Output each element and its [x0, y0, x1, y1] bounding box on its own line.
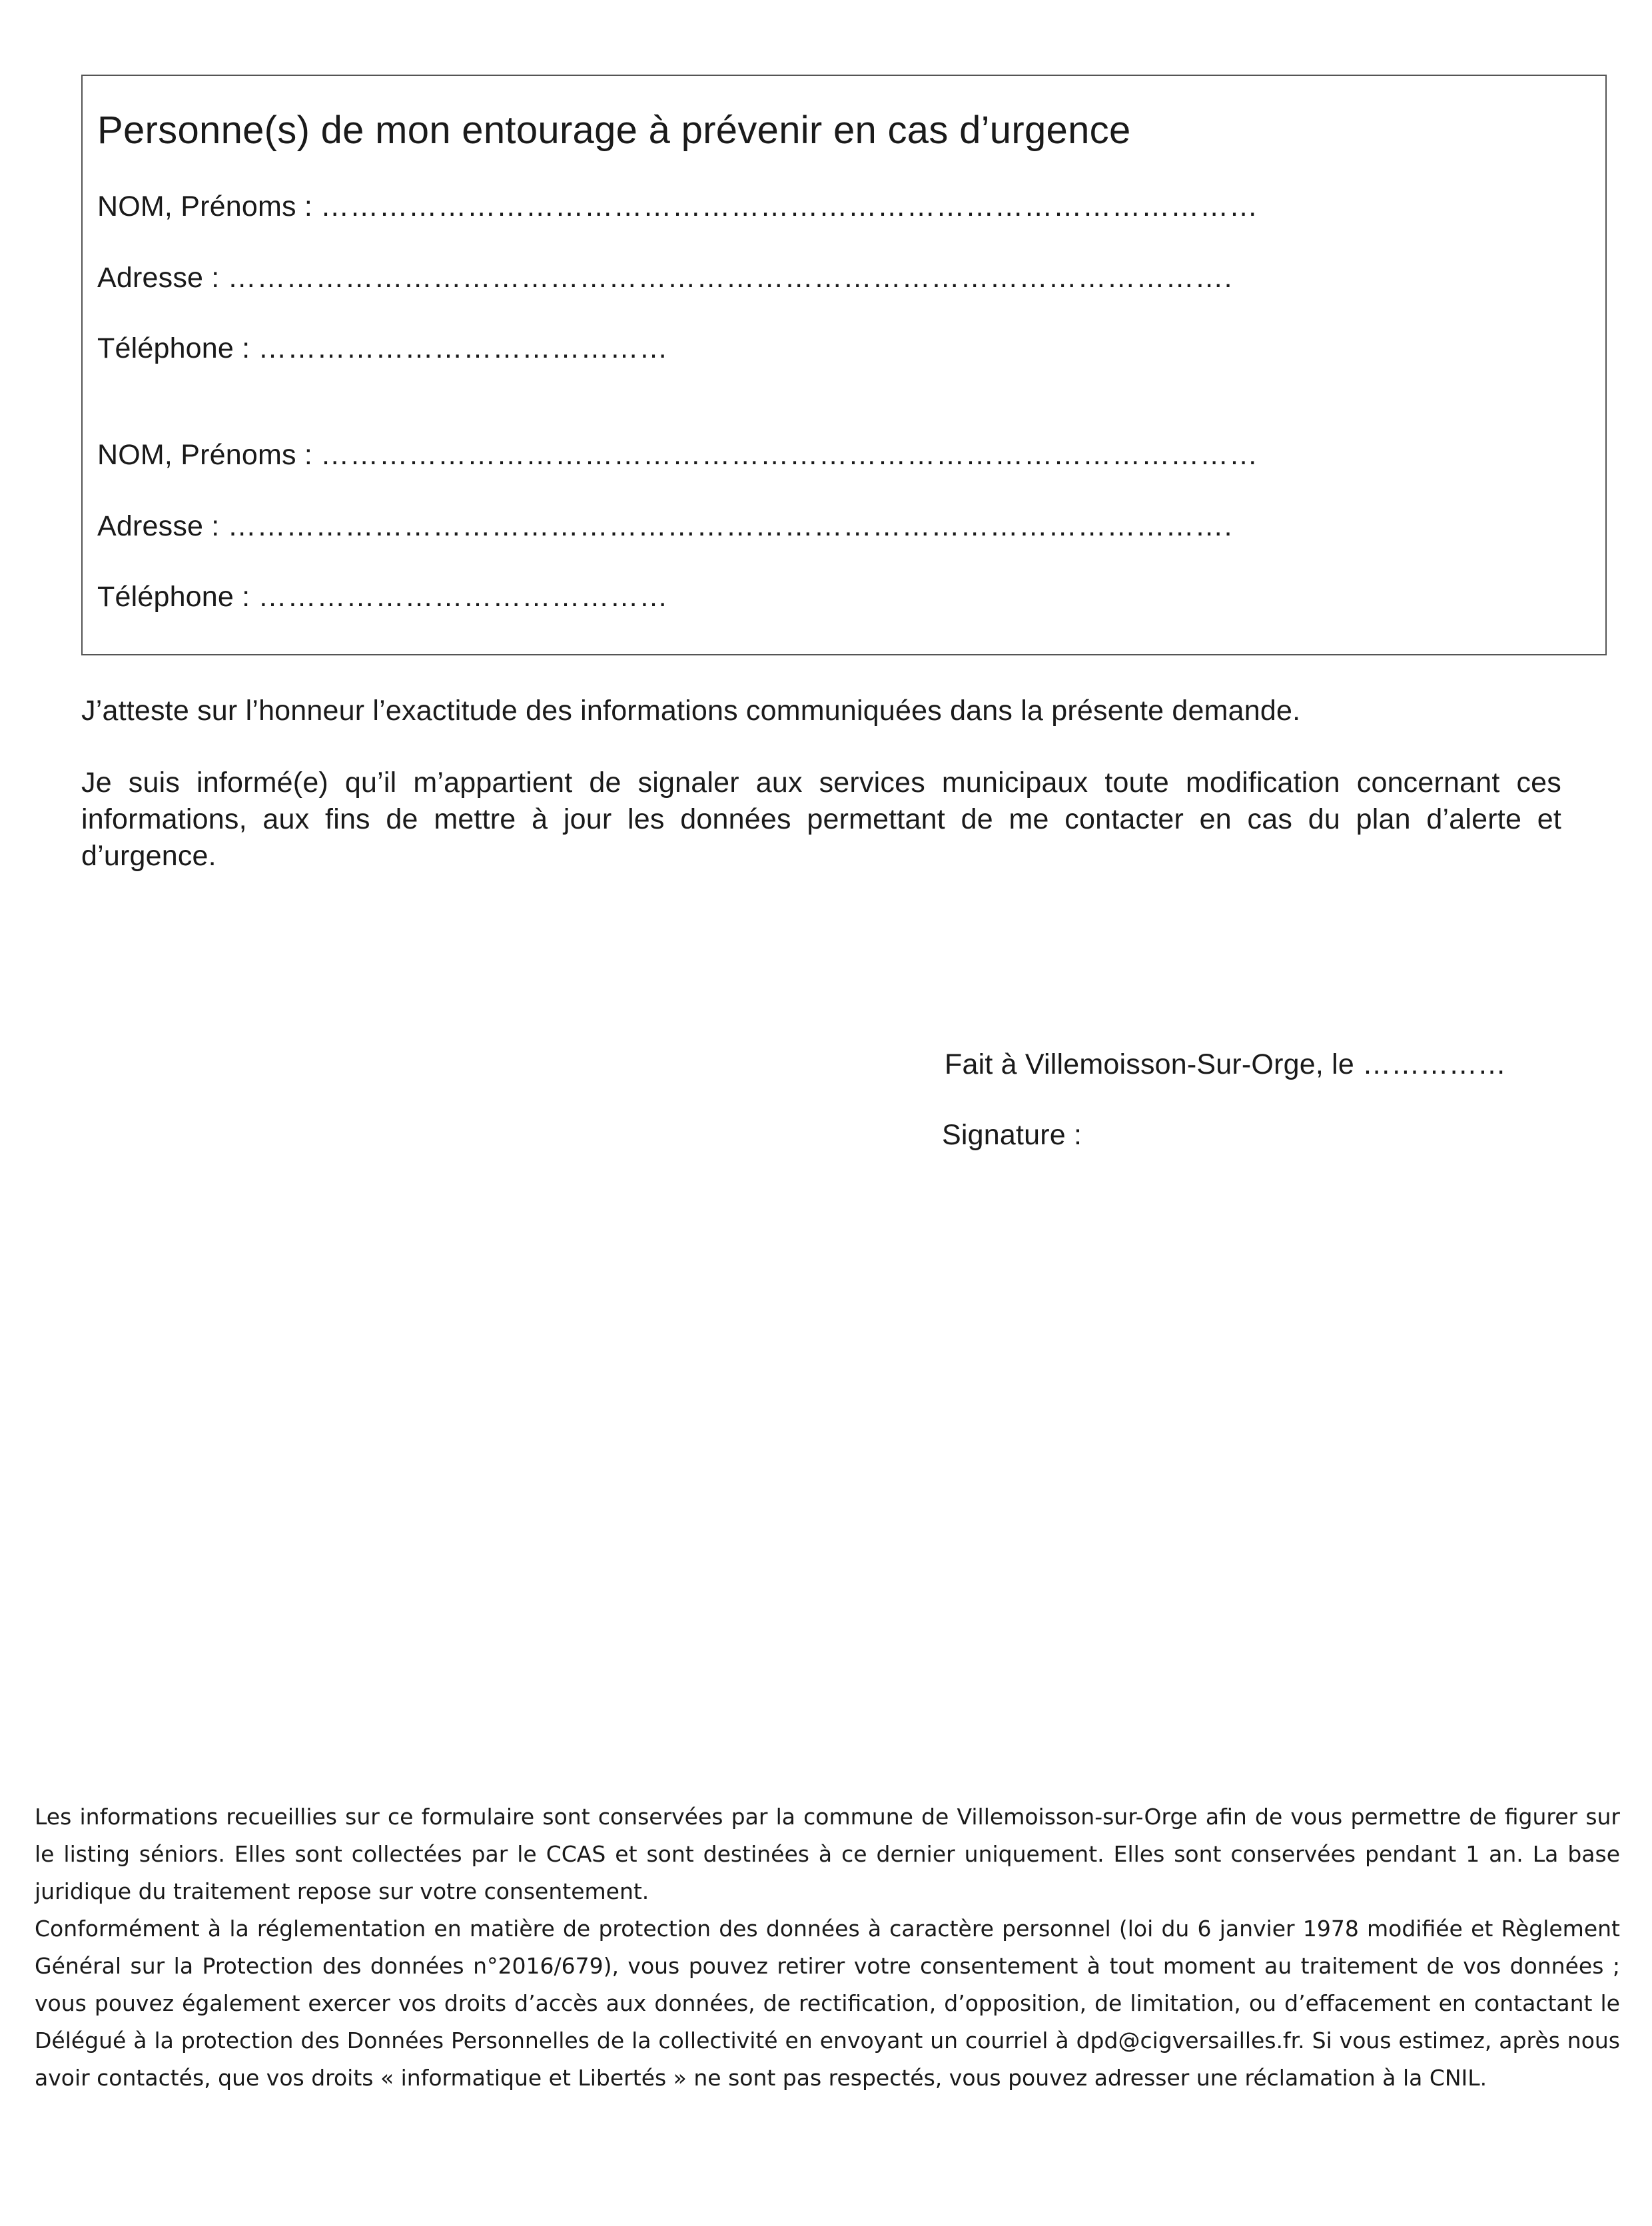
phone-label: Téléphone : [97, 332, 250, 364]
phone-dotted-line: …………………………………… [258, 581, 669, 613]
name-label: NOM, Prénoms : [97, 439, 312, 471]
contact1-name-field[interactable] [97, 190, 1258, 223]
name-dotted-line: …………………………………………………………………………………… [320, 190, 1259, 222]
update-obligation-statement: Je suis informé(e) qu’il m’appartient de signaler aux services municipaux toute modification concernant ces informations, aux fins de mettre à jour les données permettant de me contacter en cas du plan d’alerte et d’urgence. [81, 767, 1561, 872]
emergency-contacts-box [81, 75, 1607, 655]
address-label: Adresse : [97, 510, 220, 542]
address-label: Adresse : [97, 262, 220, 294]
contact1-phone-field[interactable] [97, 332, 668, 365]
address-dotted-line: …………………………………………………………………………………………. [227, 262, 1233, 294]
address-dotted-line: …………………………………………………………………………………………. [227, 510, 1233, 542]
contact2-address-field[interactable] [97, 510, 1233, 543]
legal-notice-paragraph: Les informations recueillies sur ce formulaire sont conservées par la commune de Villemoisson-sur-Orge afin de vous permettre de figurer sur le listing séniors. Elles sont collectées par le CCAS et sont destinées à ce dernier uniquement. Elles sont conservées pendant 1 an. La base juridique du traitement repose sur votre consentement. [35, 1804, 1620, 1904]
name-dotted-line: …………………………………………………………………………………… [320, 439, 1259, 471]
contact2-phone-field[interactable] [97, 581, 668, 613]
place-date-line[interactable]: Fait à Villemoisson-Sur-Orge, le …………… [945, 1048, 1507, 1080]
attestation-statement: J’atteste sur l’honneur l’exactitude des informations communiquées dans la présente demande. [81, 695, 1301, 727]
signature-label: Signature : [942, 1119, 1082, 1151]
box-title: Personne(s) de mon entourage à prévenir en cas d’urgence [97, 109, 1131, 152]
phone-dotted-line: …………………………………… [258, 332, 669, 364]
name-label: NOM, Prénoms : [97, 190, 312, 222]
legal-notice [35, 1798, 1620, 2097]
contact1-address-field[interactable] [97, 262, 1233, 294]
legal-notice-paragraph: Conformément à la réglementation en matière de protection des données à caractère personnel (loi du 6 janvier 1978 modifiée et Règlement Général sur la Protection des données n°2016/679), vous pouvez retirer votre consentement à tout moment au traitement de vos données ; vous pouvez également exercer vos droits d’accès aux données, de rectification, d’opposition, de limitation, ou d’effacement en contactant le Délégué à la protection des Données Personnelles de la collectivité en envoyant un courriel à dpd@cigversailles.fr. Si vous estimez, après nous avoir contactés, que vos droits « informatique et Libertés » ne sont pas respectés, vous pouvez adresser une réclamation à la CNIL. [35, 1916, 1620, 2091]
contact2-name-field[interactable] [97, 439, 1258, 472]
phone-label: Téléphone : [97, 581, 250, 613]
